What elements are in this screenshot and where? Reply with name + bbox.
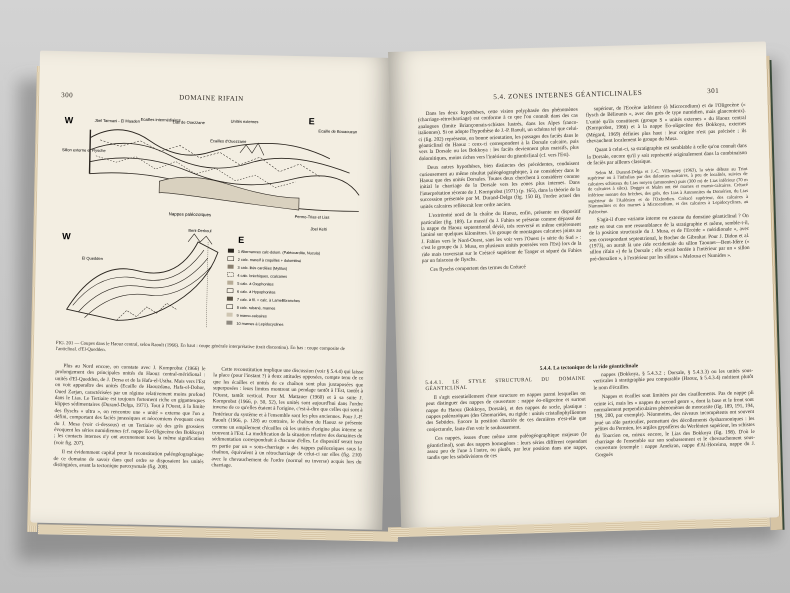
paragraph: supérieur, de l'Eocène inférieur (à Microcodium) et de l'Oligocène (« flysch de Béliounis », avec des grès de type numidien, mais glauconieux). L'unité qu'ils constituent (groupe S « unités externes » du Haouz central (Kornprobst, 1966) et à la nappe Eo-oligocène des Bokkoya, externes (Mégard, 1969) définies plus haut : leur origine n'est pas précisée ; ils chevauchent localement le groupe du Musa. — [585, 102, 747, 145]
paragraph: Il s'agit essentiellement d'une structure en nappes parmi lesquelles on peut distinguer des nappes de couverture : nappe éo-oligocène et surtout nappe du Haouz (Bokkoya, Dorsale), et des nappes de socle, plastique : nappes paléozoïques (des Ghomarides, ou rigide : unités cristallophylliennes des Sebtides. Encore la position charriée de ces dernières n'est-elle que conjecturale, faute d'en voir le soubassement. — [425, 390, 587, 433]
running-head-right: 5.4. ZONES INTERNES GÉANTICLINALES — [493, 88, 643, 102]
paragraph: Deux autres hypothèses, bien distinctes des précédentes, conduisent curieusement au même résultat paléogéographique, à ne considérer dans le Haouz que des unités Dorsales. Toutes deux cherchent à considérer comme initial le charriage de la Dorsale vers les zones plus internes. Dans l'interprétation récente de J. Kornprobst (1971) (p. 165), dans la théorie de la succession présentée par M. Durand-Delga (fig. 150 B), l'ordre actuel des unités calcaires refléterait leur ordre ancien. — [419, 160, 581, 210]
running-head-left: DOMAINE RIFAIN — [179, 93, 244, 103]
figure-label-quedden: El Quedden — [81, 255, 103, 261]
legend-item-10: 10 marnes à Lepidocyclines — [236, 321, 284, 327]
figure-top-w: W — [64, 115, 74, 126]
page-number-left: 300 — [61, 91, 74, 100]
paragraph: Il est évidemment capital pour la reconstitution paléogéographique de ce domaine de savoir dans quel ordre se disposaient les unités distinguées, avant la tectonique paroxysmale (fig. 208). — [53, 449, 204, 471]
right-page — [388, 41, 779, 527]
paragraph: nappes (Bokkoya, § 5.4.3.2 ; Dorsale, § 5.4.3.3) ou les unités sous-verticales à stratigraphie peu comparable (Haouz, § 5.4.3.4) méritent plutôt le nom d'écailles. — [593, 367, 754, 392]
figure-label-unites: Unités externes — [230, 118, 259, 125]
paragraph: Cette reconstitution implique une discussion (voir § 5.4.4) qui laisse la place (pour l'instant ?) à deux attitudes opposées, compte tenu de ce que les écailles et unités de ce chaînon sont plus juxtaposées que superposées : leurs limites montrent un pendage tantôt à l'Est, tantôt à l'Ouest, tantôt vertical. Pour M. Mattauer (1960) et à sa suite J. Kornprobst (1966, p. 50, 52), les unités sont aujourd'hui dans l'ordre inverse de ce qu'elles étaient à l'origine, c'est-à-dire que celles qui sont à l'intérieur du système et à l'ensemble sont les plus anciennes. Pour J.-P. Raoult (1966, p. 128) au contraire, le chaînon du Haouz se présente comme un empilement d'écailles où les unités d'origine plus interne se trouvent à l'Est. La modification de la situation relative des domaines de sédimentation correspondrait à chacune d'elles. Le dispositif serait issu en partie par un « sous-charriage » des nappes paléozoïques sous le chaînon, équivalent à un rétrocharriage de celui-ci sur elles (fig. 210) avec le chevauchement de l'ordre (normal ou inverse) acquis lors du charriage. — [211, 366, 364, 469]
figure-label-lias: Lias de Ouezzane — [172, 119, 205, 126]
legend-item-5: 5 calc. à Oxyphonites — [237, 281, 274, 287]
figure-bottom-e: E — [238, 234, 245, 245]
legend-item-1: 1 Alternances calc-dolom. (Paléocardita, Nucula) — [237, 249, 321, 256]
section-title: 5.4.4. La tectonique de la ride géanticlinale — [539, 363, 639, 372]
paragraph: Plus au Nord encore, on constate avec J. Kornprobst (1966) le prolongement des principales unités du Haouz central-méridional : unités d'El-Quedden, de J. Dersa et de la Hafa-el-Ustha. Mais vers l'Est on voit apparaître des unités (Ecaille de Haouzdana, Hafa-el-Dohor, Oued Zarjan, caractérisées par un régime relativement moins profond dans le Lias. Le Tertiaire est toujours fortement riche en gigantesques klippes sédimentaires (Durand-Delga, 1971). Tout à l'Ouest, à la limite des flyschs « ultra », on rencontre une « unité » externe que l'on a défini, comportant des faciès jurassiques et néocomiens évoquant ceux du J. Mesa (voir ci-dessous) et un Tertiaire où des grès grossiers évoquent les séries numidiennes (cf. nappe Eo-Oligocène des Bokkoya) ; les contacts internes n'y ont aucunement tous la même signification (voir fig. 207). — [53, 363, 206, 447]
right-column-1 — [418, 107, 583, 277]
left-column-1 — [53, 363, 205, 475]
figure-top-e: E — [308, 116, 315, 127]
right-column-2 — [586, 102, 750, 266]
figure-legend — [226, 249, 320, 328]
right-column-4 — [593, 368, 755, 462]
legend-item-7: 7 calc. à fil. + calc. à Lamellibranches — [236, 297, 300, 304]
figure-label-ouezzane: Ecailles d'Ouezzane — [210, 138, 247, 144]
legend-item-4: 4 calc. brèchiques, ccalcaires — [237, 273, 288, 279]
legend-item-3: 3 calc. lités cardiées (Mytilus) — [237, 265, 288, 271]
figure-bottom-w: W — [62, 231, 71, 242]
legend-item-2: 2 calc. massif à coquilles + dolomitisé — [237, 257, 302, 264]
left-column-2 — [211, 366, 363, 475]
legend-item-6: 6 calc. à Hypophonites — [237, 289, 276, 295]
left-page — [30, 51, 392, 530]
subsection-title: 5.4.4.1. LE STYLE STRUCTURAL DU DOMAINE GÉANTICLINAL — [425, 375, 586, 393]
figure-label-permo: Permo-Trias et Lias — [294, 213, 330, 220]
paragraph: L'extrémité nord de la chaîne du Haouz, enfin, présente un dispositif particulier (fig. 189). Le massif du J. Fahies se présente comme dépassé de la nappe du Haouz septentrional dévié, très renversé et même entièrement laminé sur quelques kilomètres. Un groupe de montagnes calcaires joints au J. Fahies vers le Nord-Ouest, sans les voir vers l'Ouest (« série du Sud » : c'est le groupe du J. Musa, en plusieurs unités poussées vers l'Est) lors de la ride mais traversant sur le Crétacé supérieur de Tanger et séparé du Fahies par un faisceau de flyschs. — [420, 208, 582, 265]
paragraph: Ces flyschs comportent des termes du Crétacé — [430, 264, 526, 274]
figure-label-nappes: Nappes paléozoïques — [168, 211, 212, 218]
figure-label-beni: Beni-Derkoul — [188, 227, 212, 234]
small-print-paragraph: Selon M. Durand-Delga et J.-C. Villeumey (1963), la série débute au Trias supérieur ou à l'infralias par des dolomies calcaires, à peu de localités, suivies de calcaires schisteux du Lias moyen (ammonites) puis (300 m) de Lias inférieur (70 m de calcaires à silex). Dogger et Malm ont été marnes et marno-calcaires. Crétacé inférieur montre des brèches, des grès, des Lias à Ammonites du Domérien, du Lias supérieur de l'Aalénien et de l'Oxfordien. Crétacé supérieur, des calcaires à Nummulites et des marnes à Microcodium, et des calcaires à Lepidocyclines, au Paléocène. — [587, 165, 749, 215]
paragraph: Nappes et écailles sont limitées par des cisaillements. Pas de nappe pli ceinte ici, mais les « nappes du second genre », dont la base et le front sont normalement perpendiculaires phénomènes de moncasite (fig. 189, 191, 194, 198, 200, par exemple). Néanmoins, des niveaux incompétents ont souvent joué un rôle particulier, permettant des décollements dysharmoniques : les pélites du Permien, les argiles gypsifères du Werfénien supérieur, les schistes du Toarcien ou, mieux encore, le Lias des Bokkoya (fig. 198). D'où le charriage de l'ensemble sur son soubassement et le chevauchement sous-couverture (exemple : nappe Amekran, nappe d'Al-Hoceima, nappe du J. Gorgués — [593, 390, 756, 459]
paragraph: Dans les deux hypothèses, cette vision polyphasée des phénomènes (charriage-rétrocharriage) est conforme à ce que l'on connaît dans des cas analogues (limite Briançonnais-schistes lustrés, dans les Alpes franco-italiennes). Si on adopte l'hypothèse de J.-P. Raoult, un schéma tel que celui-ci (fig. 202) représente, en bonne orientation, les passages des faciès dans le géanticlinal du Haouz : ceux-ci correspondent à la Dorsale calcaire, puis vers la Dorsale ou les Bokkoya : les faciès deviennent plus massifs, plus dolomitiques, moins riches vers l'intérieur du géanticlinal (cf. vers l'Est). — [417, 106, 579, 163]
figure-label-tarmani: Jbel Tarmani - El Maaden — [94, 117, 140, 124]
figure-caption: FIG. 201 — Coupes dans le Haouz central, selon Raoult (1966). En haut : coupe générale interprétative (trait discontinu). En bas : coupe composite de l'anticlinal. d'El-Quedden. — [55, 341, 346, 353]
page-number-right: 301 — [707, 86, 720, 96]
paragraph: Quant à celui-ci, sa stratigraphie est semblable à celle qu'on connaît dans la Dorsale, encore qu'il y soit représenté originalement dans la combinaison de faciès par ailleurs classique. — [586, 143, 748, 167]
figure-label-bouaouzan: Ecaille de Bouaouzan — [318, 128, 358, 135]
figure-label-sillon: Sillon externe et Flysche — [61, 147, 106, 154]
right-column-3 — [425, 373, 587, 465]
paragraph: Ces nappes, issues d'une même zone paléogéographique majeure (le géanticlinal), sont des nappes homogènes : leurs séries diffèrent cependant assez peu de l'une à l'autre, ou plutôt, par leur position dans une nappe, tandis que les subdivisions de ces — [426, 431, 588, 462]
figure-label-kelti: Jbel Kelti — [310, 226, 327, 232]
legend-item-8: 8 calc. rubané, marnes — [236, 305, 276, 311]
geological-cross-section-figure — [56, 109, 371, 347]
legend-item-9: 9 marno-calcaires — [236, 313, 267, 319]
paragraph: S'agit-il d'une variante interne ou externe du domaine géanticlinal ? On note en tout cas une ressemblance de la stratigraphie et même, semble-t-il, de la position structurale du J. Musa, et de l'Ercéde « méridionale », avec son correspondant septentrional, le Rocher de Gibraltar. Pour J. Didon et al. (1973), on aurait là une ride occidentale du sillon Taounet—Bent-Idère (« sillon rifain ») de la Dorsale ; elle serait bordée à l'intérieur par un « sillon pré-dorsalien », à l'extérieur par les sillons « Melousa et Numides ». — [588, 213, 750, 263]
figure-label-ecailles: Ecailles intermédiaires — [140, 116, 181, 123]
